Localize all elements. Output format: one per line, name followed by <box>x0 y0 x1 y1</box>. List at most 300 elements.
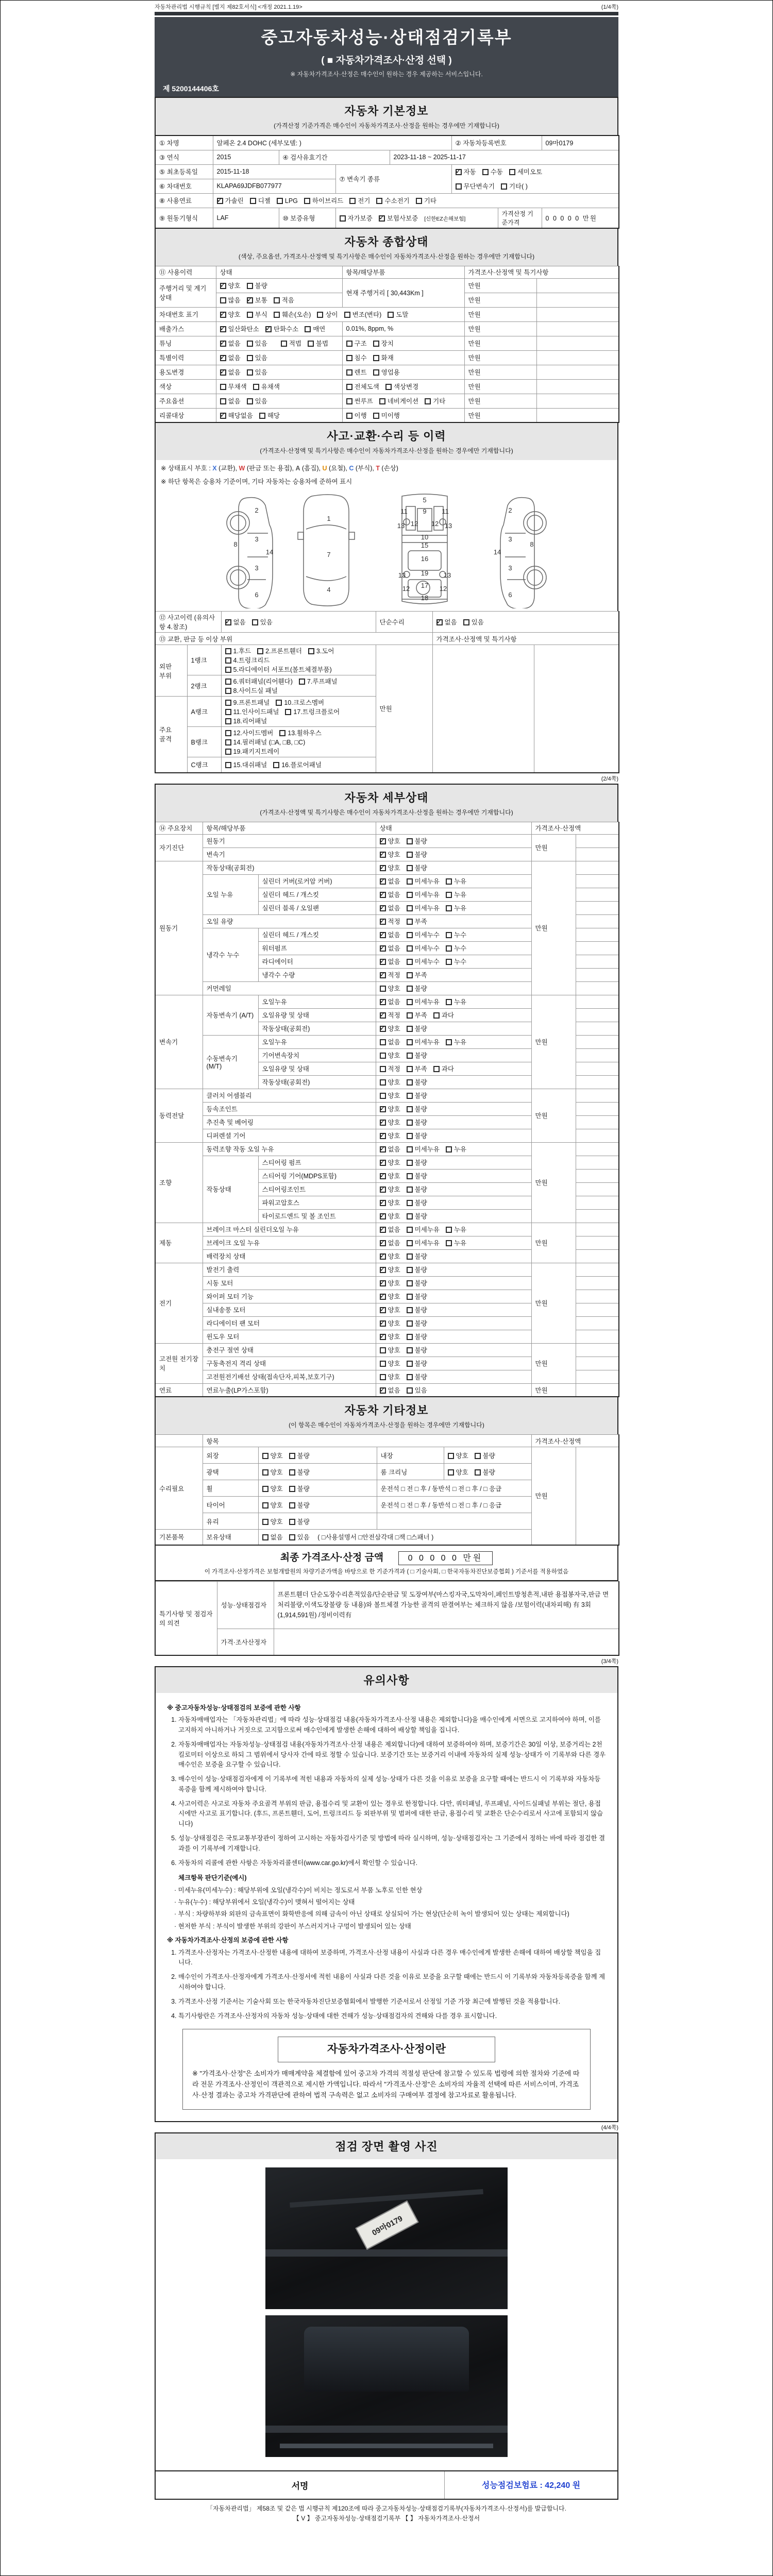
checkbox-option[interactable]: 불량 <box>289 1484 310 1493</box>
checkbox[interactable] <box>380 945 386 952</box>
checkbox-option[interactable]: 기타 <box>425 396 445 405</box>
checkbox[interactable] <box>225 709 231 715</box>
checkbox[interactable] <box>220 312 226 318</box>
checkbox-option[interactable]: 19.패키지트레이 <box>225 747 280 756</box>
checkbox[interactable] <box>407 1347 413 1353</box>
checkbox-option[interactable]: ✓ 없음 <box>380 997 400 1006</box>
checkbox[interactable] <box>380 1347 386 1353</box>
checkbox[interactable] <box>407 1227 413 1233</box>
checkbox[interactable] <box>407 945 413 952</box>
checkbox-option[interactable]: ✓양호 <box>220 281 241 290</box>
checkbox-option[interactable]: 하이브리드 <box>304 196 343 205</box>
checkbox[interactable] <box>407 1320 413 1327</box>
checkbox[interactable] <box>257 648 263 654</box>
checkbox[interactable] <box>448 1469 454 1476</box>
checkbox-option[interactable]: 적음 <box>274 295 294 304</box>
checkbox-option[interactable]: 양호 <box>262 1517 283 1526</box>
checkbox[interactable] <box>446 1039 452 1045</box>
checkbox-option[interactable]: 불량 <box>407 1251 427 1261</box>
checkbox-option[interactable]: 양호 <box>262 1467 283 1477</box>
checkbox-option[interactable]: 불량 <box>407 1131 427 1140</box>
checkbox-option[interactable]: ✓ 해당없음 <box>220 411 253 420</box>
checkbox[interactable] <box>340 215 346 222</box>
checkbox-option[interactable]: 없음 <box>380 1037 400 1046</box>
checkbox[interactable] <box>380 1079 386 1086</box>
checkbox[interactable] <box>380 1066 386 1072</box>
checkbox-option[interactable]: 미세누수 <box>407 930 440 939</box>
checkbox-option[interactable]: ✓ 탄화수소 <box>265 324 298 333</box>
checkbox[interactable] <box>380 1374 386 1380</box>
checkbox-option[interactable]: 있음 <box>463 617 484 626</box>
checkbox-option[interactable]: 양호 <box>380 984 400 993</box>
checkbox-option[interactable]: 화재 <box>373 353 394 362</box>
checkbox[interactable] <box>220 413 226 419</box>
checkbox[interactable] <box>247 355 253 361</box>
checkbox-option[interactable]: 누유 <box>446 997 466 1006</box>
checkbox[interactable] <box>380 1280 386 1286</box>
checkbox[interactable] <box>276 700 282 706</box>
checkbox-option[interactable]: 불량 <box>289 1467 310 1477</box>
checkbox-option[interactable]: 부식 <box>247 310 267 319</box>
checkbox-option[interactable]: ✓ 없음 <box>380 1144 400 1154</box>
checkbox-option[interactable]: 부족 <box>407 970 427 979</box>
checkbox[interactable] <box>346 384 352 390</box>
checkbox-option[interactable]: 양호 <box>380 1077 400 1087</box>
checkbox-option[interactable]: 9.프론트패널 <box>225 698 270 707</box>
checkbox[interactable] <box>220 297 226 303</box>
checkbox-option[interactable]: ✓없음 <box>225 617 246 626</box>
checkbox[interactable] <box>407 1160 413 1166</box>
checkbox-option[interactable]: 불량 <box>475 1467 495 1477</box>
checkbox[interactable] <box>446 1240 452 1246</box>
checkbox[interactable] <box>407 865 413 871</box>
checkbox-option[interactable]: 1.후드 <box>225 646 251 655</box>
checkbox[interactable] <box>407 852 413 858</box>
checkbox-option[interactable]: 불량 <box>407 1050 427 1060</box>
checkbox[interactable] <box>379 215 385 222</box>
checkbox[interactable] <box>380 1173 386 1179</box>
checkbox[interactable] <box>407 1374 413 1380</box>
checkbox-option[interactable]: ✓ 없음 <box>436 617 457 626</box>
checkbox[interactable] <box>380 1012 386 1019</box>
checkbox-option[interactable]: 불량 <box>407 1292 427 1301</box>
checkbox[interactable] <box>380 865 386 871</box>
checkbox[interactable] <box>289 1486 295 1492</box>
checkbox-option[interactable]: 불량 <box>407 1198 427 1207</box>
checkbox-option[interactable]: 구조 <box>346 338 367 348</box>
checkbox[interactable] <box>380 1253 386 1260</box>
checkbox[interactable] <box>225 667 231 673</box>
checkbox[interactable] <box>308 341 314 347</box>
checkbox[interactable] <box>289 1469 295 1476</box>
checkbox[interactable] <box>407 1187 413 1193</box>
checkbox-option[interactable]: 불량 <box>289 1517 310 1526</box>
checkbox-option[interactable]: ✓ 양호 <box>380 1265 400 1274</box>
checkbox-option[interactable]: ✓ 일산화탄소 <box>220 324 259 333</box>
checkbox-option[interactable]: ✓ 없음 <box>380 1238 400 1247</box>
checkbox[interactable] <box>380 972 386 978</box>
checkbox[interactable] <box>407 1253 413 1260</box>
checkbox-option[interactable]: 영업용 <box>373 367 400 377</box>
checkbox[interactable] <box>385 384 392 390</box>
checkbox-option[interactable]: 4.트렁크리드 <box>225 655 270 665</box>
checkbox-option[interactable]: 15.대쉬패널 <box>225 760 267 769</box>
checkbox-option[interactable]: 색상변경 <box>385 382 418 391</box>
checkbox-option[interactable]: 세미오토 <box>509 167 542 176</box>
checkbox[interactable] <box>220 355 226 361</box>
checkbox[interactable] <box>475 1453 481 1459</box>
checkbox-option[interactable]: ✓ 없음 <box>380 957 400 966</box>
checkbox-option[interactable]: 무단변속기 <box>456 181 495 191</box>
checkbox[interactable] <box>407 1280 413 1286</box>
checkbox-option[interactable]: 불량 <box>407 1265 427 1274</box>
checkbox-option[interactable]: 미세누유 <box>407 1144 440 1154</box>
checkbox-option[interactable]: 누유 <box>446 1037 466 1046</box>
checkbox-option[interactable]: ✓ 양호 <box>380 836 400 845</box>
checkbox[interactable] <box>247 312 253 318</box>
checkbox-option[interactable]: 미세누유 <box>407 890 440 899</box>
checkbox-option[interactable]: 불량 <box>247 281 267 290</box>
checkbox[interactable] <box>380 1026 386 1032</box>
checkbox-option[interactable]: 적법 <box>281 338 301 348</box>
checkbox[interactable] <box>380 1294 386 1300</box>
checkbox[interactable] <box>225 762 231 768</box>
checkbox[interactable] <box>225 619 231 625</box>
checkbox[interactable] <box>446 945 452 952</box>
checkbox-option[interactable]: 불량 <box>475 1451 495 1460</box>
checkbox[interactable] <box>317 312 323 318</box>
checkbox-option[interactable]: 없음 <box>262 1532 283 1541</box>
checkbox-option[interactable]: 불량 <box>407 1091 427 1100</box>
checkbox-option[interactable]: 누유 <box>446 903 466 912</box>
checkbox-option[interactable]: 전기 <box>349 196 370 205</box>
checkbox-option[interactable]: ✓ 양호 <box>380 1318 400 1328</box>
checkbox[interactable] <box>416 198 422 204</box>
checkbox-option[interactable]: 8.사이드실 패널 <box>225 686 278 695</box>
checkbox-option[interactable]: 양호 <box>380 1359 400 1368</box>
checkbox-option[interactable]: 불량 <box>407 1184 427 1194</box>
checkbox[interactable] <box>407 959 413 965</box>
checkbox[interactable] <box>407 1120 413 1126</box>
checkbox[interactable] <box>380 1093 386 1099</box>
checkbox[interactable] <box>407 1093 413 1099</box>
checkbox-option[interactable]: 양호 <box>448 1451 468 1460</box>
checkbox-option[interactable]: 2.프론트휀더 <box>257 646 302 655</box>
checkbox-option[interactable]: 자가보증 <box>340 213 373 223</box>
checkbox-option[interactable]: 있음 <box>407 1385 427 1395</box>
checkbox[interactable] <box>289 1534 295 1540</box>
checkbox[interactable] <box>380 1361 386 1367</box>
checkbox[interactable] <box>346 355 352 361</box>
checkbox-option[interactable]: ✓ 양호 <box>380 1198 400 1207</box>
checkbox[interactable] <box>289 1519 295 1525</box>
checkbox-option[interactable]: 변조(변타) <box>344 310 382 319</box>
checkbox-option[interactable]: ✓ 없음 <box>380 1385 400 1395</box>
checkbox-option[interactable]: 7.루프패널 <box>299 676 338 686</box>
checkbox[interactable] <box>373 341 379 347</box>
checkbox[interactable] <box>407 1334 413 1340</box>
checkbox[interactable] <box>277 198 283 204</box>
checkbox[interactable] <box>262 1534 268 1540</box>
checkbox[interactable] <box>380 919 386 925</box>
checkbox-option[interactable]: 과다 <box>433 1010 454 1020</box>
checkbox[interactable] <box>380 959 386 965</box>
checkbox[interactable] <box>344 312 350 318</box>
checkbox[interactable] <box>407 1267 413 1273</box>
checkbox-option[interactable]: 미세누유 <box>407 1037 440 1046</box>
checkbox[interactable] <box>259 413 265 419</box>
checkbox[interactable] <box>376 198 382 204</box>
checkbox-option[interactable]: ✓ 양호 <box>380 1332 400 1341</box>
checkbox-option[interactable]: 불량 <box>407 1278 427 1287</box>
checkbox-option[interactable]: 누유 <box>446 1144 466 1154</box>
checkbox[interactable] <box>346 413 352 419</box>
checkbox[interactable] <box>220 369 226 376</box>
checkbox-option[interactable]: ✓ 보통 <box>247 295 267 304</box>
checkbox-option[interactable]: 기타( ) <box>501 181 528 191</box>
checkbox[interactable] <box>446 1227 452 1233</box>
checkbox-option[interactable]: ✓ 양호 <box>380 1158 400 1167</box>
checkbox-option[interactable]: 미이행 <box>373 411 400 420</box>
checkbox-option[interactable]: 양호 <box>380 1345 400 1354</box>
checkbox-option[interactable]: 이행 <box>346 411 367 420</box>
checkbox-option[interactable]: 양호 <box>380 1091 400 1100</box>
checkbox[interactable] <box>247 341 253 347</box>
checkbox-option[interactable]: 썬루프 <box>346 396 373 405</box>
checkbox[interactable] <box>373 369 379 376</box>
checkbox[interactable] <box>274 312 280 318</box>
checkbox-option[interactable]: 있음 <box>247 367 267 377</box>
checkbox-option[interactable]: 부족 <box>407 1010 427 1020</box>
checkbox-option[interactable]: ✓ 적정 <box>380 917 400 926</box>
checkbox[interactable] <box>220 341 226 347</box>
checkbox-option[interactable]: 해당 <box>259 411 280 420</box>
checkbox-option[interactable]: 과다 <box>433 1064 454 1073</box>
checkbox-option[interactable]: ✓ 양호 <box>380 1211 400 1221</box>
checkbox[interactable] <box>380 1387 386 1394</box>
checkbox[interactable] <box>380 1120 386 1126</box>
checkbox-option[interactable]: 상이 <box>317 310 338 319</box>
checkbox-option[interactable]: 누유 <box>446 1238 466 1247</box>
checkbox[interactable] <box>247 398 253 404</box>
checkbox[interactable] <box>225 679 231 685</box>
checkbox-option[interactable]: 미세누유 <box>407 1238 440 1247</box>
checkbox[interactable] <box>380 852 386 858</box>
checkbox-option[interactable]: 불량 <box>407 1117 427 1127</box>
checkbox[interactable] <box>456 183 462 190</box>
checkbox[interactable] <box>379 398 385 404</box>
checkbox[interactable] <box>388 312 394 318</box>
checkbox[interactable] <box>433 1012 440 1019</box>
checkbox[interactable] <box>380 1200 386 1206</box>
checkbox-option[interactable]: 12.사이드멤버 <box>225 728 274 737</box>
checkbox-option[interactable]: 불량 <box>407 1332 427 1341</box>
checkbox[interactable] <box>225 648 231 654</box>
checkbox-option[interactable]: 불량 <box>407 1318 427 1328</box>
checkbox[interactable] <box>225 700 231 706</box>
checkbox[interactable] <box>436 619 443 625</box>
checkbox[interactable] <box>225 657 231 664</box>
checkbox-option[interactable]: 누유 <box>446 890 466 899</box>
checkbox-option[interactable]: LPG <box>277 197 298 205</box>
checkbox[interactable] <box>407 1026 413 1032</box>
checkbox-option[interactable]: 양호 <box>262 1500 283 1510</box>
checkbox-option[interactable]: 미세누유 <box>407 876 440 886</box>
checkbox[interactable] <box>407 1173 413 1179</box>
checkbox[interactable] <box>220 384 226 390</box>
checkbox-option[interactable]: ✓ 없음 <box>380 1225 400 1234</box>
checkbox-option[interactable]: ✓ 양호 <box>380 1305 400 1314</box>
checkbox-option[interactable]: 17.트렁크플로어 <box>285 707 340 716</box>
checkbox[interactable] <box>407 1294 413 1300</box>
checkbox[interactable] <box>281 341 287 347</box>
checkbox-option[interactable]: 적정 <box>380 1064 400 1073</box>
checkbox[interactable] <box>247 369 253 376</box>
checkbox-option[interactable]: 불량 <box>407 1359 427 1368</box>
checkbox-option[interactable]: 양호 <box>262 1451 283 1460</box>
checkbox-option[interactable]: 불량 <box>407 1345 427 1354</box>
checkbox[interactable] <box>380 1267 386 1273</box>
checkbox-option[interactable]: 누수 <box>446 930 466 939</box>
checkbox[interactable] <box>446 892 452 898</box>
checkbox[interactable] <box>225 749 231 755</box>
checkbox-option[interactable]: 14.필러패널 (□A, □B, □C) <box>225 737 306 747</box>
checkbox[interactable] <box>407 1079 413 1086</box>
checkbox[interactable] <box>380 878 386 885</box>
checkbox[interactable] <box>380 1240 386 1246</box>
checkbox-option[interactable]: ✓ 양호 <box>380 1278 400 1287</box>
checkbox-option[interactable]: 13.휠하우스 <box>279 728 322 737</box>
checkbox[interactable] <box>252 619 258 625</box>
checkbox[interactable] <box>220 283 226 289</box>
checkbox-option[interactable]: 전체도색 <box>346 382 379 391</box>
checkbox[interactable] <box>289 1453 295 1459</box>
checkbox-option[interactable]: 불량 <box>407 836 427 845</box>
checkbox[interactable] <box>407 1240 413 1246</box>
checkbox[interactable] <box>407 878 413 885</box>
checkbox[interactable] <box>373 355 379 361</box>
checkbox-option[interactable]: ✓ 양호 <box>380 863 400 872</box>
checkbox-option[interactable]: ✓ 적정 <box>380 1010 400 1020</box>
checkbox[interactable] <box>407 1361 413 1367</box>
checkbox[interactable] <box>346 369 352 376</box>
checkbox-option[interactable]: 없음 <box>220 396 241 405</box>
checkbox[interactable] <box>380 1160 386 1166</box>
checkbox-option[interactable]: 양호 <box>380 1372 400 1381</box>
checkbox-option[interactable]: ✓ 양호 <box>380 850 400 859</box>
checkbox[interactable] <box>446 932 452 938</box>
checkbox[interactable] <box>380 1320 386 1327</box>
checkbox-option[interactable]: 미세누유 <box>407 1225 440 1234</box>
checkbox[interactable] <box>407 1106 413 1112</box>
checkbox[interactable] <box>446 905 452 911</box>
checkbox[interactable] <box>380 986 386 992</box>
checkbox[interactable] <box>349 198 356 204</box>
checkbox-option[interactable]: 있음 <box>247 396 267 405</box>
checkbox-option[interactable]: 매연 <box>305 324 325 333</box>
checkbox[interactable] <box>407 1012 413 1019</box>
checkbox-option[interactable]: 불량 <box>407 1077 427 1087</box>
checkbox[interactable] <box>299 679 305 685</box>
checkbox-option[interactable]: 있음 <box>289 1532 310 1541</box>
checkbox-option[interactable]: 18.리어패널 <box>225 716 267 725</box>
checkbox[interactable] <box>407 1213 413 1219</box>
checkbox[interactable] <box>305 326 311 332</box>
checkbox[interactable] <box>380 932 386 938</box>
checkbox[interactable] <box>456 169 462 175</box>
checkbox[interactable] <box>446 999 452 1005</box>
checkbox[interactable] <box>380 1334 386 1340</box>
checkbox[interactable] <box>446 1146 452 1153</box>
checkbox[interactable] <box>380 892 386 898</box>
checkbox[interactable] <box>463 619 469 625</box>
checkbox[interactable] <box>407 1053 413 1059</box>
checkbox[interactable] <box>407 932 413 938</box>
checkbox[interactable] <box>247 297 253 303</box>
checkbox-option[interactable]: ✓ 양호 <box>380 1251 400 1261</box>
checkbox-option[interactable]: 네비게이션 <box>379 396 418 405</box>
checkbox-option[interactable]: ✓ 없음 <box>380 890 400 899</box>
checkbox[interactable] <box>225 718 231 724</box>
checkbox-option[interactable]: 도말 <box>388 310 408 319</box>
checkbox-option[interactable]: 불량 <box>407 1211 427 1221</box>
checkbox[interactable] <box>380 1053 386 1059</box>
checkbox-option[interactable]: 침수 <box>346 353 367 362</box>
checkbox-option[interactable]: ✓ 양호 <box>220 310 241 319</box>
checkbox-option[interactable]: 누유 <box>446 1225 466 1234</box>
checkbox-option[interactable]: ✓ 양호 <box>380 1104 400 1113</box>
checkbox-option[interactable]: ✓ 없음 <box>380 943 400 953</box>
checkbox-option[interactable]: 양호 <box>262 1484 283 1493</box>
checkbox[interactable] <box>407 1133 413 1139</box>
checkbox[interactable] <box>380 1106 386 1112</box>
checkbox[interactable] <box>509 169 515 175</box>
checkbox-option[interactable]: 있음 <box>252 617 273 626</box>
checkbox-option[interactable]: 불량 <box>407 1372 427 1381</box>
checkbox-option[interactable]: 기타 <box>416 196 436 205</box>
checkbox-option[interactable]: 양호 <box>448 1467 468 1477</box>
checkbox-option[interactable]: 불법 <box>308 338 328 348</box>
checkbox-option[interactable]: ✓ 없음 <box>220 338 241 348</box>
checkbox[interactable] <box>225 688 231 694</box>
checkbox[interactable] <box>265 326 272 332</box>
checkbox[interactable] <box>475 1469 481 1476</box>
checkbox[interactable] <box>407 1387 413 1394</box>
checkbox-option[interactable]: ✓ 양호 <box>380 1171 400 1180</box>
checkbox[interactable] <box>225 739 231 745</box>
checkbox[interactable] <box>373 413 379 419</box>
checkbox[interactable] <box>262 1519 268 1525</box>
checkbox[interactable] <box>407 838 413 844</box>
checkbox[interactable] <box>380 1133 386 1139</box>
checkbox-option[interactable]: ✓ 양호 <box>380 1131 400 1140</box>
checkbox-option[interactable]: 있음 <box>247 353 267 362</box>
checkbox-option[interactable]: ✓ 양호 <box>380 1024 400 1033</box>
checkbox-option[interactable]: 디젤 <box>250 196 271 205</box>
checkbox-option[interactable]: 유채색 <box>253 382 280 391</box>
checkbox[interactable] <box>448 1453 454 1459</box>
checkbox[interactable] <box>407 972 413 978</box>
checkbox-option[interactable]: 불량 <box>407 1158 427 1167</box>
checkbox-option[interactable]: ✓ 없음 <box>220 367 241 377</box>
checkbox-option[interactable]: 무채색 <box>220 382 247 391</box>
checkbox-option[interactable]: 미세누유 <box>407 903 440 912</box>
checkbox[interactable] <box>407 892 413 898</box>
checkbox-option[interactable]: 수동 <box>482 167 503 176</box>
checkbox-option[interactable]: 불량 <box>407 984 427 993</box>
checkbox[interactable] <box>262 1469 268 1476</box>
checkbox-option[interactable]: ✓ 보험사보증 <box>379 213 418 223</box>
